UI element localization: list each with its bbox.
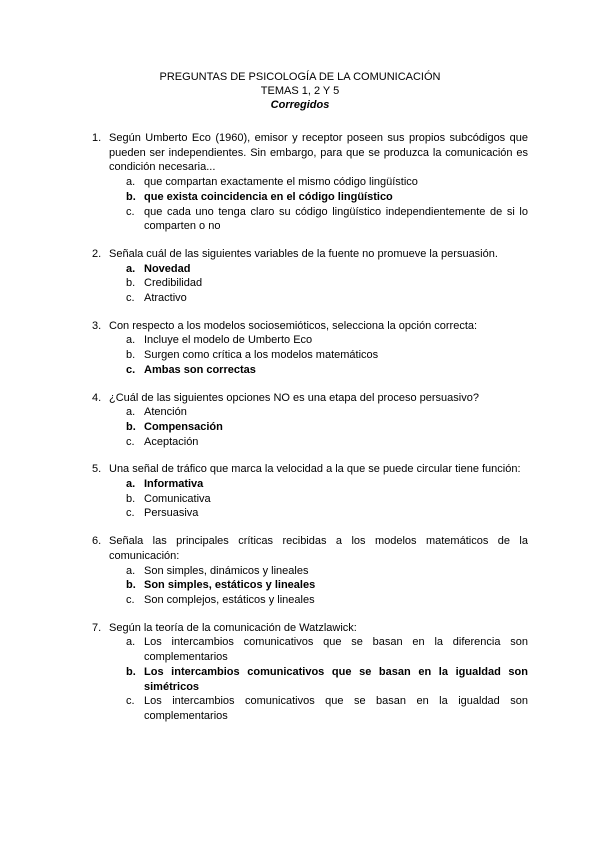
answer-options [109,564,528,608]
option-letter: b. [126,579,136,592]
option-text: Los intercambios comunicativos que se basan en la diferencia son complementarios [144,636,528,664]
answer-option-c [109,593,528,608]
question-text: Con respecto a los modelos sociosemióticos, selecciona la opción correcta: [109,319,478,332]
option-letter: a. [126,262,136,275]
option-text: Compensación [144,420,223,433]
question-text: Según la teoría de la comunicación de Watzlawick: [109,621,357,634]
correct-answer-option-a [109,477,528,492]
option-letter: c. [126,205,135,218]
option-letter: c. [126,292,135,305]
question-number: 2. [92,247,102,260]
correct-answer-option-b [109,190,528,205]
question-6 [92,534,528,608]
answer-option-a [109,405,528,420]
question-number: 5. [92,463,102,476]
option-text: Persuasiva [144,507,199,520]
answer-options [109,333,528,377]
question-number: 4. [92,391,102,404]
option-text: Atención [144,406,187,419]
option-letter: b. [126,277,136,290]
answer-option-a [109,564,528,579]
option-letter: a. [126,478,136,491]
question-text: Señala cuál de las siguientes variables de la fuente no promueve la persuasión. [109,247,498,260]
answer-options [109,635,528,723]
answer-option-a [109,175,528,190]
question-text: Según Umberto Eco (1960), emisor y receptor poseen sus propios subcódigos que pueden ser independientes. Sin embargo, para que se produzca la comunicación es condición necesaria... [109,132,528,174]
option-text: Son simples, estáticos y lineales [144,579,316,592]
option-text: Informativa [144,478,204,491]
correct-answer-option-b [109,665,528,694]
answer-options [109,405,528,449]
correct-answer-option-b [109,578,528,593]
question-7 [92,621,528,724]
answer-options [109,477,528,521]
question-number: 1. [92,132,102,144]
question-text: Señala las principales críticas recibidas a los modelos matemáticos de la comunicación: [109,535,528,562]
option-letter: a. [126,334,136,347]
correct-answer-option-b [109,420,528,435]
option-letter: b. [126,349,136,362]
question-list [92,131,528,737]
answer-options [109,262,528,306]
option-text: Incluye el modelo de Umberto Eco [144,334,313,347]
answer-option-c [109,291,528,306]
option-text: Atractivo [144,292,187,305]
question-number: 6. [92,535,102,548]
document-title: PREGUNTAS DE PSICOLOGÍA DE LA COMUNICACIÓN [159,71,441,83]
option-letter: b. [126,190,136,203]
question-text: Una señal de tráfico que marca la velocidad a la que se puede circular tiene función: [109,463,521,476]
answer-options [109,175,528,234]
option-letter: c. [126,435,135,448]
answer-option-b [109,348,528,363]
option-letter: a. [126,564,136,577]
question-text: ¿Cuál de las siguientes opciones NO es una etapa del proceso persuasivo? [109,391,479,404]
option-letter: a. [126,176,136,189]
answer-option-c [109,506,528,521]
question-5 [92,462,528,521]
option-text: Ambas son correctas [144,363,256,376]
option-text: Los intercambios comunicativos que se basan en la igualdad son simétricos [144,665,528,693]
option-text: Aceptación [144,435,199,448]
question-4 [92,391,528,450]
option-text: Credibilidad [144,277,203,290]
option-letter: c. [126,507,135,520]
answer-option-a [109,333,528,348]
answer-option-b [109,492,528,507]
document-topics: TEMAS 1, 2 Y 5 [260,85,340,97]
answer-option-c [109,205,528,234]
answer-option-a [109,635,528,664]
option-letter: c. [126,593,135,606]
option-text: Son simples, dinámicos y lineales [144,564,309,577]
option-text: Novedad [144,262,191,275]
option-text: Comunicativa [144,492,211,505]
answer-option-c [109,435,528,450]
option-text: que compartan exactamente el mismo código lingüístico [144,176,418,189]
answer-option-c [109,694,528,723]
option-text: que exista coincidencia en el código lingüístico [144,190,393,203]
option-text: Surgen como crítica a los modelos matemáticos [144,349,379,362]
option-letter: b. [126,420,136,433]
question-1 [92,131,528,234]
question-3 [92,319,528,378]
option-text: que cada uno tenga claro su código lingüístico independientemente de si lo comparten o no [144,205,528,233]
question-number: 3. [92,319,102,332]
correct-answer-option-a [109,262,528,277]
option-text: Son complejos, estáticos y lineales [144,593,315,606]
answer-option-b [109,276,528,291]
option-letter: a. [126,636,136,649]
option-letter: b. [126,665,136,678]
correct-answer-option-c [109,363,528,378]
document-subtitle: Corregidos [270,99,330,111]
question-number: 7. [92,621,102,634]
option-letter: a. [126,406,136,419]
option-letter: b. [126,492,136,505]
option-letter: c. [126,363,136,376]
question-2 [92,247,528,306]
option-text: Los intercambios comunicativos que se basan en la igualdad son complementarios [144,695,528,722]
document-header [0,70,600,112]
option-letter: c. [126,695,135,708]
